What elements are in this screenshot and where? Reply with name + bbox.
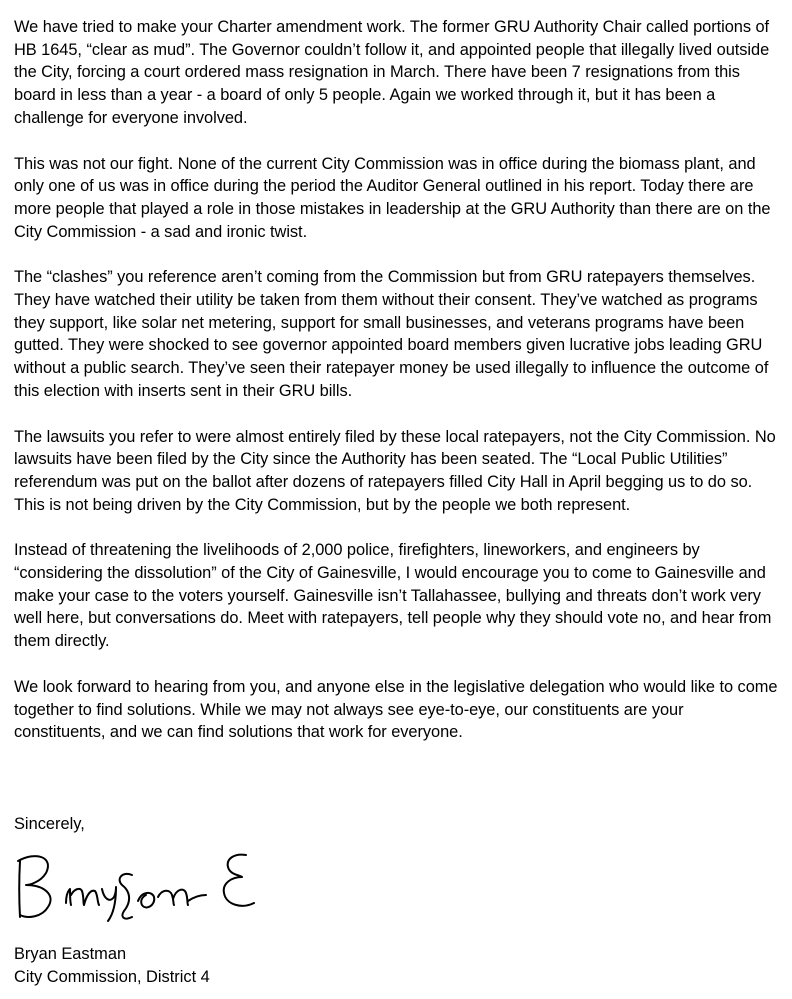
- signer-title: City Commission, District 4: [14, 967, 210, 986]
- signer-name: Bryan Eastman: [14, 945, 127, 963]
- closing-salutation: Sincerely,: [14, 815, 85, 833]
- paragraph-lawsuits: The lawsuits you refer to were almost entirely filed by these local ratepayers, not the City Commission. No lawsuits have been filed by the City since the Authority has been seated. The “Local Public Utilities” referendum was put on the ballot after dozens of ratepayers filled City Hall in April begging us to do so. This is not being driven by the City Commission, but by the people we both represent.: [14, 427, 776, 514]
- paragraph-charter-amendment: We have tried to make your Charter amendment work. The former GRU Authority Chair called portions of HB 1645, “clear as mud”. The Governor couldn’t follow it, and appointed people that illegally lived outside the City, forcing a court ordered mass resignation in March. There have been 7 resignations from this board in less than a year - a board of only 5 people. Again we worked through it, but it has been a challenge for everyone involved.: [14, 18, 770, 127]
- letter-body: [14, 16, 778, 767]
- signer-block: [14, 943, 210, 988]
- paragraph-look-forward: We look forward to hearing from you, and anyone else in the legislative delegation who would like to come together to find solutions. While we may not always see eye-to-eye, our constituents are your constituents, and we can find solutions that work for everyone.: [14, 677, 778, 742]
- handwritten-signature: [10, 845, 270, 925]
- paragraph-not-our-fight: This was not our fight. None of the current City Commission was in office during the biomass plant, and only one of us was in office during the period the Auditor General outlined in his report. Today there are more people that played a role in those mistakes in leadership at the GRU Authority than there are on the City Commission - a sad and ironic twist.: [14, 154, 771, 241]
- paragraph-dissolution: Instead of threatening the livelihoods of 2,000 police, firefighters, lineworkers, and engineers by “considering the dissolution” of the City of Gainesville, I would encourage you to come to Gainesville and make your case to the voters yourself. Gainesville isn’t Tallahassee, bullying and threats don’t work very well here, but conversations do. Meet with ratepayers, tell people why they should vote no, and hear from them directly.: [14, 541, 772, 651]
- paragraph-clashes: The “clashes” you reference aren’t coming from the Commission but from GRU ratepayers themselves. They have watched their utility be taken from them without their consent. They’ve watched as programs they support, like solar net metering, support for small businesses, and veterans programs have been gutted. They were shocked to see governor appointed board members given lucrative jobs leading GRU without a public search. They’ve seen their ratepayer money be used illegally to influence the outcome of this election with inserts sent in their GRU bills.: [14, 268, 769, 400]
